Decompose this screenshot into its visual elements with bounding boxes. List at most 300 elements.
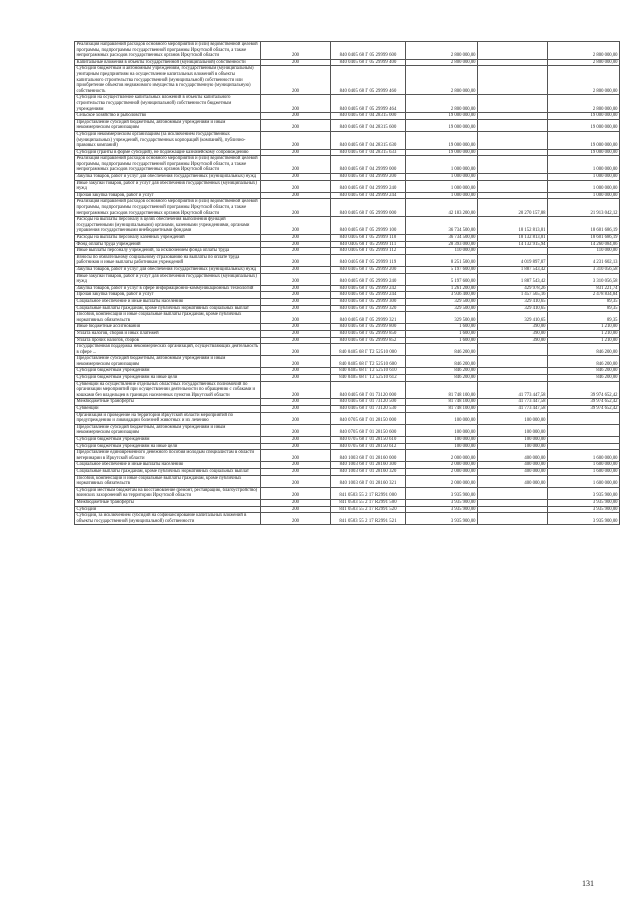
table-row xyxy=(75,131,620,149)
row-unexecuted-cell: 19 000 000,00 xyxy=(548,113,620,120)
row-approved-cell: 846 200,00 xyxy=(406,344,478,356)
row-code-cell: 200 xyxy=(261,437,331,444)
row-approved-cell: 1 600,00 xyxy=(406,337,478,344)
row-executed-cell: 18 152 813,81 xyxy=(478,217,548,235)
row-unexecuted-cell: 1 000 000,00 xyxy=(548,156,620,174)
table-row xyxy=(75,462,620,469)
row-name-cell: Закупка товаров, работ и услуг для обеспечения государственных (муниципальных) нужд xyxy=(75,174,261,181)
row-executed-cell: 390,00 xyxy=(478,324,548,331)
row-classification-cell: 840 0405 68 Г 01 73120 000 xyxy=(331,381,406,399)
row-approved-cell: 1 000 000,00 xyxy=(406,174,478,181)
row-approved-cell: 36 734 500,00 xyxy=(406,235,478,242)
row-name-cell: Закупка товаров, работ и услуг в сфере информационно-коммуникационных технологий xyxy=(75,285,261,292)
table-row xyxy=(75,375,620,382)
table-row xyxy=(75,475,620,487)
row-name-cell: Уплата прочих налогов, сборов xyxy=(75,337,261,344)
row-executed-cell xyxy=(478,174,548,181)
row-name-cell: Субсидии бюджетным учреждениям на иные цели xyxy=(75,375,261,382)
row-unexecuted-cell: 4 231 602,13 xyxy=(548,254,620,266)
row-classification-cell: 840 0405 68 Г 04 28315 630 xyxy=(331,131,406,149)
table-row xyxy=(75,217,620,235)
row-name-cell: Капитальные вложения в объекты государственной (муниципальной) собственности xyxy=(75,59,261,66)
row-classification-cell: 840 0405 68 Г 05 29999 000 xyxy=(331,199,406,217)
row-code-cell: 200 xyxy=(261,375,331,382)
row-unexecuted-cell: 3 310 056,58 xyxy=(548,266,620,273)
table-row xyxy=(75,513,620,525)
row-classification-cell: 840 0405 68 Г Т2 52510 600 xyxy=(331,356,406,368)
row-executed-cell xyxy=(478,156,548,174)
row-name-cell: Субсидии некоммерческим организациям (за исключением государственных (муниципальных) учреждений, государственных корпораций (компаний), публично-правовых компаний) xyxy=(75,131,261,149)
row-executed-cell: 1 887 543,42 xyxy=(478,266,548,273)
row-approved-cell: 3 935 900,00 xyxy=(406,506,478,513)
row-name-cell: Социальное обеспечение и иные выплаты населению xyxy=(75,298,261,305)
row-classification-cell: 840 0405 68 Г 04 28315 633 xyxy=(331,149,406,156)
row-executed-cell: 400 000,00 xyxy=(478,462,548,469)
row-name-cell: Прочая закупка товаров, работ и услуг xyxy=(75,192,261,199)
table-row xyxy=(75,424,620,436)
row-approved-cell: 1 600,00 xyxy=(406,324,478,331)
row-executed-cell xyxy=(478,66,548,95)
row-unexecuted-cell: 2 800 000,00 xyxy=(548,42,620,60)
row-code-cell: 200 xyxy=(261,273,331,285)
row-executed-cell: 4 019 897,87 xyxy=(478,254,548,266)
row-name-cell: Реализация направлений расходов основного мероприятия и (или) ведомственной целевой программы, подпрограммы государственной программы Иркутской области, а также непрограммных расходов государственных органов Иркутской области xyxy=(75,156,261,174)
table-row xyxy=(75,468,620,475)
row-approved-cell: 3 935 900,00 xyxy=(406,513,478,525)
table-row xyxy=(75,305,620,312)
row-classification-cell: 840 0405 68 Г 05 29999 200 xyxy=(331,266,406,273)
row-unexecuted-cell: 21 913 042,12 xyxy=(548,199,620,217)
row-executed-cell xyxy=(478,499,548,506)
row-unexecuted-cell: 1 000 000,00 xyxy=(548,180,620,192)
row-name-cell: Пособия, компенсации и иные социальные выплаты гражданам, кроме публичных нормативных обязательств xyxy=(75,475,261,487)
row-unexecuted-cell xyxy=(548,443,620,450)
row-executed-cell xyxy=(478,248,548,255)
row-executed-cell xyxy=(478,506,548,513)
table-row xyxy=(75,443,620,450)
row-classification-cell: 840 0405 68 Г 04 29999 000 xyxy=(331,156,406,174)
row-name-cell: Социальные выплаты гражданам, кроме публичных нормативных социальных выплат xyxy=(75,305,261,312)
row-classification-cell: 840 0705 68 Г 01 28150 000 xyxy=(331,412,406,424)
table-row xyxy=(75,437,620,444)
row-classification-cell: 840 0405 68 Г Т2 52510 610 xyxy=(331,368,406,375)
row-approved-cell: 5 197 600,00 xyxy=(406,273,478,285)
row-code-cell: 200 xyxy=(261,406,331,413)
row-approved-cell: 5 197 600,00 xyxy=(406,266,478,273)
row-unexecuted-cell: 18 601 686,19 xyxy=(548,235,620,242)
table-row xyxy=(75,344,620,356)
row-approved-cell: 2 000 000,00 xyxy=(406,475,478,487)
row-name-cell: Государственная поддержка некоммерческих организаций, осуществляющих деятельность в сфере ... xyxy=(75,344,261,356)
row-executed-cell xyxy=(478,375,548,382)
row-executed-cell: 400 000,00 xyxy=(478,468,548,475)
row-name-cell: Фонд оплаты труда учреждений xyxy=(75,241,261,248)
row-code-cell: 200 xyxy=(261,506,331,513)
row-executed-cell: 390,00 xyxy=(478,337,548,344)
row-code-cell: 200 xyxy=(261,330,331,337)
table-row xyxy=(75,487,620,499)
row-approved-cell: 81 748 100,00 xyxy=(406,381,478,399)
row-executed-cell: 41 773 447,58 xyxy=(478,381,548,399)
row-unexecuted-cell: 846 200,00 xyxy=(548,356,620,368)
row-name-cell: Предоставление субсидий бюджетным, автономным учреждениям и иным некоммерческим организациям xyxy=(75,119,261,131)
row-name-cell: Субсидии, за исключением субсидий на софинансирование капитальных вложений в объекты государственной (муниципальной) собственности xyxy=(75,513,261,525)
table-row xyxy=(75,241,620,248)
row-name-cell: Субсидии xyxy=(75,506,261,513)
table-row xyxy=(75,285,620,292)
row-code-cell: 200 xyxy=(261,305,331,312)
row-unexecuted-cell: 1 600 000,00 xyxy=(548,468,620,475)
row-approved-cell: 19 000 000,00 xyxy=(406,119,478,131)
row-code-cell: 200 xyxy=(261,241,331,248)
row-classification-cell: 840 0405 68 Г 04 29999 244 xyxy=(331,192,406,199)
table-row xyxy=(75,368,620,375)
row-name-cell: Расходы на выплаты персоналу казенных учреждений xyxy=(75,235,261,242)
row-approved-cell: 1 600,00 xyxy=(406,330,478,337)
row-name-cell: Иные закупки товаров, работ и услуг для обеспечения государственных (муниципальных) нужд xyxy=(75,180,261,192)
row-executed-cell xyxy=(478,131,548,149)
row-code-cell: 200 xyxy=(261,450,331,462)
row-unexecuted-cell: 1 600 000,00 xyxy=(548,475,620,487)
table-row xyxy=(75,192,620,199)
row-name-cell: Расходы на выплаты персоналу в целях обеспечения выполнения функций государственными (муниципальными) органами, казенными учреждениями, органами управления государственными внебюджетными фондами xyxy=(75,217,261,235)
row-unexecuted-cell: 1 600 000,00 xyxy=(548,450,620,462)
row-approved-cell: 846 200,00 xyxy=(406,375,478,382)
row-executed-cell xyxy=(478,180,548,192)
row-approved-cell: 81 748 100,00 xyxy=(406,399,478,406)
row-executed-cell xyxy=(478,368,548,375)
row-classification-cell: 840 0405 68 Г 05 29999 852 xyxy=(331,337,406,344)
row-executed-cell xyxy=(478,59,548,66)
table-row xyxy=(75,42,620,60)
page-number: 131 xyxy=(582,879,594,888)
row-unexecuted-cell: 1 000 000,00 xyxy=(548,174,620,181)
row-approved-cell: 2 800 000,00 xyxy=(406,42,478,60)
row-classification-cell: 840 0405 68 Г 05 29999 111 xyxy=(331,241,406,248)
row-classification-cell: 840 0405 68 Г 01 73120 530 xyxy=(331,406,406,413)
row-name-cell: Предоставление единовременного денежного пособия молодым специалистам в области ветеринарии в Иркутской области xyxy=(75,450,261,462)
row-classification-cell: 840 0405 68 Г 05 29999 460 xyxy=(331,66,406,95)
row-approved-cell: 28 393 000,00 xyxy=(406,241,478,248)
row-approved-cell: 2 800 000,00 xyxy=(406,66,478,95)
row-name-cell: Субсидии на осуществление капитальных вложений в объекты капитального строительства государственной (муниципальной) собственности бюджетным учреждениям xyxy=(75,95,261,113)
row-unexecuted-cell: 39 974 652,42 xyxy=(548,399,620,406)
row-code-cell: 200 xyxy=(261,487,331,499)
row-approved-cell: 3 936 400,00 xyxy=(406,292,478,299)
row-code-cell: 200 xyxy=(261,513,331,525)
row-unexecuted-cell: 3 935 900,00 xyxy=(548,499,620,506)
row-unexecuted-cell: 3 935 900,00 xyxy=(548,487,620,499)
row-executed-cell: 329 410,65 xyxy=(478,298,548,305)
row-classification-cell: 840 0405 68 Г 04 28315 600 xyxy=(331,119,406,131)
row-code-cell: 200 xyxy=(261,443,331,450)
table-row xyxy=(75,292,620,299)
row-approved-cell: 1 261 200,00 xyxy=(406,285,478,292)
row-code-cell: 200 xyxy=(261,217,331,235)
row-name-cell: Межбюджетные трансферты xyxy=(75,499,261,506)
table-row xyxy=(75,298,620,305)
row-approved-cell: 8 251 500,00 xyxy=(406,254,478,266)
row-code-cell: 200 xyxy=(261,131,331,149)
table-row xyxy=(75,235,620,242)
row-classification-cell: 841 0503 55 2 17 R2991 521 xyxy=(331,513,406,525)
row-name-cell: Иные выплаты персоналу учреждений, за исключением фонда оплаты труда xyxy=(75,248,261,255)
table-row xyxy=(75,273,620,285)
row-classification-cell: 840 0405 68 Г 05 29999 800 xyxy=(331,324,406,331)
row-code-cell: 200 xyxy=(261,412,331,424)
row-unexecuted-cell: 2 478 834,84 xyxy=(548,292,620,299)
row-executed-cell: 100 000,00 xyxy=(478,443,548,450)
row-unexecuted-cell xyxy=(548,424,620,436)
row-name-cell: Субсидии бюджетным и автономным учреждениям, государственным (муниципальным) унитарным предприятиям на осуществление капитальных вложений в объекты капитального строительства государственной (муниципальной) собственности или приобретение объектов недвижимого имущества в государственную (муниципальную) собственность xyxy=(75,66,261,95)
row-approved-cell: 3 935 900,00 xyxy=(406,487,478,499)
row-code-cell: 200 xyxy=(261,462,331,469)
row-classification-cell: 840 0705 68 Г 01 28150 612 xyxy=(331,443,406,450)
row-code-cell: 200 xyxy=(261,113,331,120)
row-unexecuted-cell: 110 000,00 xyxy=(548,248,620,255)
table-row xyxy=(75,324,620,331)
table-row xyxy=(75,180,620,192)
row-classification-cell: 840 0405 68 Г 05 29999 300 xyxy=(331,298,406,305)
row-approved-cell: 2 000 000,00 xyxy=(406,450,478,462)
row-code-cell: 200 xyxy=(261,248,331,255)
row-unexecuted-cell: 39 974 652,42 xyxy=(548,381,620,399)
row-executed-cell: 329 410,65 xyxy=(478,312,548,324)
budget-table xyxy=(74,41,620,525)
row-approved-cell: 2 800 000,00 xyxy=(406,59,478,66)
row-classification-cell: 840 1003 68 Г 01 28160 321 xyxy=(331,475,406,487)
row-approved-cell: 329 500,00 xyxy=(406,312,478,324)
row-executed-cell: 400 000,00 xyxy=(478,475,548,487)
table-row xyxy=(75,412,620,424)
row-approved-cell: 2 000 000,00 xyxy=(406,462,478,469)
row-classification-cell: 840 0405 68 Г 04 29999 200 xyxy=(331,174,406,181)
row-classification-cell: 840 1003 68 Г 01 28160 320 xyxy=(331,468,406,475)
row-unexecuted-cell: 14 260 084,06 xyxy=(548,241,620,248)
row-classification-cell: 840 1003 68 Г 01 28160 300 xyxy=(331,462,406,469)
row-code-cell: 200 xyxy=(261,180,331,192)
row-code-cell: 200 xyxy=(261,192,331,199)
row-approved-cell: 100 000,00 xyxy=(406,412,478,424)
row-unexecuted-cell: 18 601 686,19 xyxy=(548,217,620,235)
row-name-cell: Реализация направлений расходов основного мероприятия и (или) ведомственной целевой программы, подпрограммы государственной программы Иркутской области, а также непрограммных расходов государственных органов Иркутской области xyxy=(75,199,261,217)
row-name-cell: Закупка товаров, работ и услуг для обеспечения государственных (муниципальных) нужд xyxy=(75,266,261,273)
row-approved-cell: 81 748 100,00 xyxy=(406,406,478,413)
row-unexecuted-cell: 1 210,00 xyxy=(548,324,620,331)
table-row xyxy=(75,119,620,131)
row-unexecuted-cell: 89,35 xyxy=(548,312,620,324)
row-approved-cell: 846 200,00 xyxy=(406,356,478,368)
row-classification-cell: 840 0405 68 Г 05 29999 244 xyxy=(331,292,406,299)
row-name-cell: Прочая закупка товаров, работ и услуг xyxy=(75,292,261,299)
row-unexecuted-cell: 1 600 000,00 xyxy=(548,462,620,469)
row-name-cell: Социальные выплаты гражданам, кроме публичных нормативных социальных выплат xyxy=(75,468,261,475)
row-classification-cell: 840 0405 68 Г 05 29999 119 xyxy=(331,254,406,266)
row-code-cell: 200 xyxy=(261,475,331,487)
row-code-cell: 200 xyxy=(261,298,331,305)
table-row xyxy=(75,95,620,113)
row-approved-cell: 2 000 000,00 xyxy=(406,468,478,475)
row-executed-cell: 1 887 543,42 xyxy=(478,273,548,285)
row-code-cell: 200 xyxy=(261,381,331,399)
row-executed-cell xyxy=(478,487,548,499)
row-classification-cell: 840 0405 68 Г Т2 52510 000 xyxy=(331,344,406,356)
row-approved-cell: 19 000 000,00 xyxy=(406,131,478,149)
row-classification-cell: 840 0405 68 Г 05 29999 240 xyxy=(331,273,406,285)
row-classification-cell: 841 0503 55 2 17 R2991 500 xyxy=(331,499,406,506)
row-name-cell: Взносы по обязательному социальному страхованию на выплаты по оплате труда работников и иные выплаты работникам учреждений xyxy=(75,254,261,266)
row-unexecuted-cell: 19 000 000,00 xyxy=(548,119,620,131)
row-code-cell: 200 xyxy=(261,337,331,344)
row-classification-cell: 840 0705 68 Г 01 28150 610 xyxy=(331,437,406,444)
row-name-cell: Иные закупки товаров, работ и услуг для обеспечения государственных (муниципальных) нужд xyxy=(75,273,261,285)
row-executed-cell: 14 132 915,94 xyxy=(478,241,548,248)
row-code-cell: 200 xyxy=(261,368,331,375)
row-approved-cell: 42 183 200,00 xyxy=(406,199,478,217)
row-code-cell: 200 xyxy=(261,356,331,368)
row-name-cell: Субвенции xyxy=(75,406,261,413)
row-name-cell: Иные бюджетные ассигнования xyxy=(75,324,261,331)
row-approved-cell: 110 000,00 xyxy=(406,248,478,255)
row-classification-cell: 840 0405 68 Г 05 29999 320 xyxy=(331,305,406,312)
row-code-cell: 200 xyxy=(261,149,331,156)
row-approved-cell: 1 000 000,00 xyxy=(406,192,478,199)
row-unexecuted-cell: 1 210,00 xyxy=(548,337,620,344)
row-approved-cell: 2 800 000,00 xyxy=(406,95,478,113)
row-name-cell: Субсидии бюджетным учреждениям xyxy=(75,368,261,375)
row-name-cell: Сельское хозяйство и рыболовство xyxy=(75,113,261,120)
row-classification-cell: 841 0503 55 2 17 R2991 000 xyxy=(331,487,406,499)
row-executed-cell xyxy=(478,344,548,356)
row-code-cell: 200 xyxy=(261,235,331,242)
row-name-cell: Предоставление субсидий бюджетным, автономным учреждениям и иным некоммерческим организациям xyxy=(75,424,261,436)
table-row xyxy=(75,330,620,337)
row-executed-cell: 41 773 447,58 xyxy=(478,406,548,413)
row-executed-cell: 429 978,26 xyxy=(478,285,548,292)
row-code-cell: 200 xyxy=(261,59,331,66)
row-executed-cell xyxy=(478,113,548,120)
table-row xyxy=(75,312,620,324)
row-executed-cell xyxy=(478,356,548,368)
row-unexecuted-cell: 1 000 000,00 xyxy=(548,192,620,199)
row-name-cell: Реализация направлений расходов основного мероприятия и (или) ведомственной целевой программы, подпрограммы государственной программы Иркутской области, а также непрограммных расходов государственных органов Иркутской области xyxy=(75,42,261,60)
row-code-cell: 200 xyxy=(261,254,331,266)
table-row xyxy=(75,506,620,513)
row-unexecuted-cell: 3 935 900,00 xyxy=(548,506,620,513)
row-unexecuted-cell: 846 200,00 xyxy=(548,344,620,356)
row-unexecuted-cell: 846 200,00 xyxy=(548,375,620,382)
row-name-cell: Субвенции на осуществление отдельных областных государственных полномочий по организации мероприятий при осуществлении деятельности по обращению с собаками и кошками без владельцев в границах населенных пунктов Иркутской области xyxy=(75,381,261,399)
table-row xyxy=(75,337,620,344)
row-approved-cell: 1 000 000,00 xyxy=(406,180,478,192)
row-code-cell: 200 xyxy=(261,292,331,299)
row-classification-cell: 840 0405 68 Г 05 29999 100 xyxy=(331,217,406,235)
table-row xyxy=(75,254,620,266)
row-name-cell: Уплата налогов, сборов и иных платежей xyxy=(75,330,261,337)
row-name-cell: Субсидии (гранты в форме субсидий), не подлежащие казначейскому сопровождению xyxy=(75,149,261,156)
row-approved-cell: 846 200,00 xyxy=(406,368,478,375)
table-row xyxy=(75,199,620,217)
row-classification-cell: 840 1003 68 Г 01 28160 000 xyxy=(331,450,406,462)
budget-table-body xyxy=(75,42,620,525)
row-name-cell: Пособия, компенсации и иные социальные выплаты гражданам, кроме публичных нормативных обязательств xyxy=(75,312,261,324)
table-row xyxy=(75,381,620,399)
table-row xyxy=(75,174,620,181)
row-unexecuted-cell: 831 221,74 xyxy=(548,285,620,292)
row-code-cell: 200 xyxy=(261,95,331,113)
row-name-cell: Организация и проведение на территории Иркутской области мероприятий по предупреждению и ликвидации болезней животных и их лечению xyxy=(75,412,261,424)
row-unexecuted-cell: 2 800 000,00 xyxy=(548,95,620,113)
row-code-cell: 200 xyxy=(261,344,331,356)
row-unexecuted-cell: 3 935 900,00 xyxy=(548,513,620,525)
row-code-cell: 200 xyxy=(261,324,331,331)
table-row xyxy=(75,248,620,255)
row-unexecuted-cell: 2 800 000,00 xyxy=(548,66,620,95)
row-code-cell: 200 xyxy=(261,499,331,506)
row-classification-cell: 840 0405 68 Г 04 28315 000 xyxy=(331,113,406,120)
row-classification-cell: 840 0405 68 Г 05 29999 600 xyxy=(331,42,406,60)
row-code-cell: 200 xyxy=(261,42,331,60)
row-approved-cell: 329 500,00 xyxy=(406,298,478,305)
row-executed-cell xyxy=(478,95,548,113)
row-code-cell: 200 xyxy=(261,468,331,475)
row-approved-cell: 19 000 000,00 xyxy=(406,113,478,120)
row-unexecuted-cell: 1 210,00 xyxy=(548,330,620,337)
row-classification-cell: 840 0405 68 Г 04 29999 240 xyxy=(331,180,406,192)
row-classification-cell: 840 0405 68 Г 05 29999 850 xyxy=(331,330,406,337)
row-code-cell: 200 xyxy=(261,66,331,95)
row-code-cell: 200 xyxy=(261,174,331,181)
row-approved-cell: 100 000,00 xyxy=(406,424,478,436)
row-approved-cell: 329 500,00 xyxy=(406,305,478,312)
row-executed-cell: 390,00 xyxy=(478,330,548,337)
row-name-cell: Межбюджетные трансферты xyxy=(75,399,261,406)
row-approved-cell: 3 935 900,00 xyxy=(406,499,478,506)
row-unexecuted-cell: 2 800 000,00 xyxy=(548,59,620,66)
row-unexecuted-cell: 89,35 xyxy=(548,305,620,312)
row-approved-cell: 100 000,00 xyxy=(406,443,478,450)
row-code-cell: 200 xyxy=(261,266,331,273)
row-classification-cell: 840 0405 68 Г 05 29999 112 xyxy=(331,248,406,255)
table-row xyxy=(75,66,620,95)
table-row xyxy=(75,450,620,462)
row-code-cell: 200 xyxy=(261,312,331,324)
row-classification-cell: 840 0405 68 Г 05 29999 464 xyxy=(331,95,406,113)
table-row xyxy=(75,59,620,66)
row-executed-cell: 100 000,00 xyxy=(478,412,548,424)
row-code-cell: 200 xyxy=(261,285,331,292)
row-code-cell: 200 xyxy=(261,119,331,131)
row-approved-cell: 36 734 500,00 xyxy=(406,217,478,235)
row-executed-cell: 41 773 447,58 xyxy=(478,399,548,406)
row-name-cell: Субсидии местным бюджетам на восстановление (ремонт, реставрацию, благоустройство) воинских захоронений на территории Иркутской области xyxy=(75,487,261,499)
row-executed-cell xyxy=(478,119,548,131)
row-executed-cell xyxy=(478,513,548,525)
table-row xyxy=(75,156,620,174)
row-executed-cell xyxy=(478,149,548,156)
row-executed-cell: 100 000,00 xyxy=(478,437,548,444)
row-executed-cell: 100 000,00 xyxy=(478,424,548,436)
row-classification-cell: 840 0405 68 Г 05 29999 400 xyxy=(331,59,406,66)
row-unexecuted-cell: 19 000 000,00 xyxy=(548,131,620,149)
row-unexecuted-cell: 89,35 xyxy=(548,298,620,305)
row-executed-cell: 18 132 813,81 xyxy=(478,235,548,242)
row-code-cell: 200 xyxy=(261,156,331,174)
row-approved-cell: 1 000 000,00 xyxy=(406,156,478,174)
row-executed-cell: 400 000,00 xyxy=(478,450,548,462)
row-classification-cell: 840 0405 68 Г 01 73120 500 xyxy=(331,399,406,406)
row-approved-cell: 100 000,00 xyxy=(406,437,478,444)
